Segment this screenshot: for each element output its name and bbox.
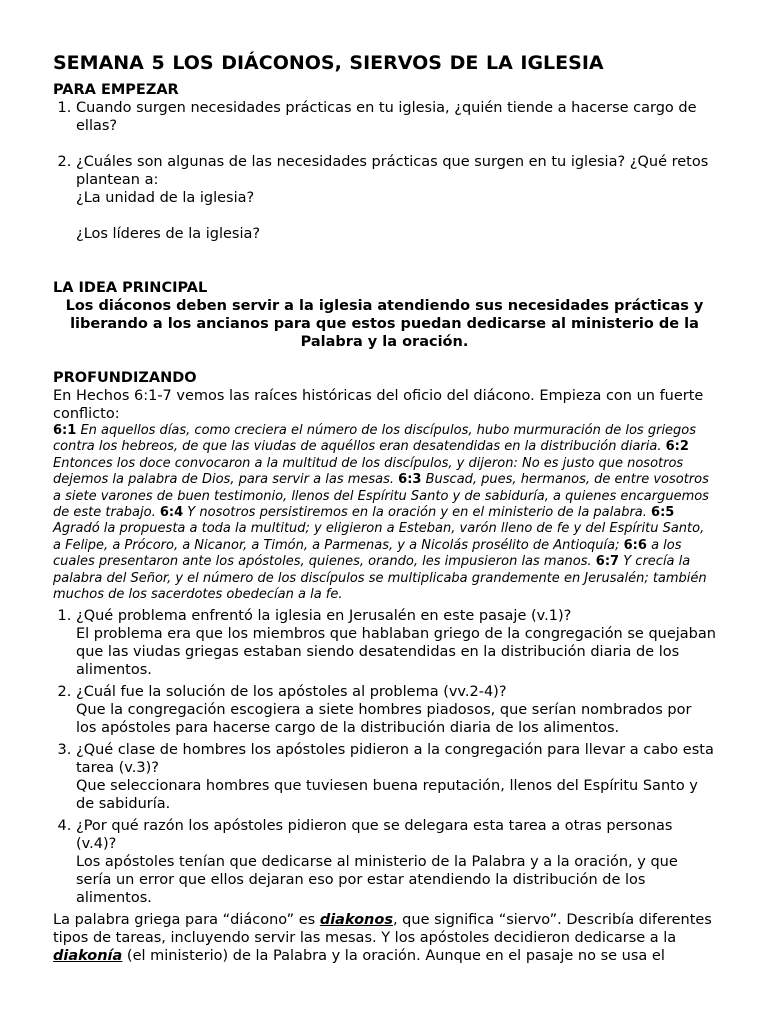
passage-intro: En Hechos 6:1-7 vemos las raíces históricas del oficio del diácono. Empieza con un fuerte conflicto: (53, 388, 704, 422)
main-idea-text: Los diáconos deben servir a la iglesia atendiendo sus necesidades prácticas y liberando a los ancianos para que estos puedan dedicarse al ministerio de la Palabra y la oración. (65, 298, 704, 350)
verse-ref: 6:1 (53, 423, 77, 438)
verse-ref: 6:4 (159, 505, 184, 521)
answer-text: Los apóstoles tenían que dedicarse al ministerio de la Palabra y a la oración, y que sería un error que ellos dejaran eso por estar atendiendo la distribución de los alimentos. (76, 854, 678, 907)
verse-text: Agradó la propuesta a toda la multitud; y eligieron a Esteban, varón lleno de fe y del Espíritu Santo, a Felipe, a Prócoro, a Nicanor, a Timón, a Parmenas, y a Nicolás prosélito de Antioquía; (53, 521, 705, 553)
section-para-empezar (53, 81, 716, 243)
closing-paragraph (53, 911, 716, 965)
section-heading-para-empezar: PARA EMPEZAR (53, 82, 179, 98)
answer-text: Que la congregación escogiera a siete hombres piadosos, que serían nombrados por los apóstoles para hacerse cargo de la distribución diaria de los alimentos. (76, 702, 692, 737)
verse-ref: 6:3 (398, 472, 422, 488)
question-text: 2. ¿Cuál fue la solución de los apóstoles al problema (vv.2-4)? (76, 684, 507, 701)
verse-text: Y crecía la palabra del Señor, y el número de los discípulos se multiplicaba grandemente en Jerusalén; también muchos de los sacerdotes obedecían a la fe. (53, 554, 707, 603)
intro-question-2-sub-2: ¿Los líderes de la iglesia? (76, 226, 261, 242)
page-title: SEMANA 5 LOS DIÁCONOS, SIERVOS DE LA IGLESIA (53, 52, 604, 74)
question-text: 1. ¿Qué problema enfrentó la iglesia en Jerusalén en este pasaje (v.1)? (76, 608, 572, 625)
verse-text: Entonces los doce convocaron a la multitud de los discípulos, y dijeron: No es justo que nosotros dejemos la palabra de Dios, para servir a las mesas. (53, 455, 684, 488)
verse-text: Buscad, pues, hermanos, de entre vosotros a siete varones de buen testimonio, llenos del Espíritu Santo y de sabiduría, a quienes encarguemos de este trabajo. (53, 472, 709, 521)
answer-text: El problema era que los miembros que hablaban griego de la congregación se quejaban que las viudas griegas estaban siendo desatendidas en la distribución diaria de los alimentos. (76, 626, 716, 679)
study-question-1 (76, 607, 716, 679)
study-question-2 (76, 683, 716, 737)
closing-text-2: , que significa “siervo”. Describía diferentes tipos de tareas, incluyendo servir las mesas. Y los apóstoles decidieron dedicarse a la (53, 912, 712, 947)
intro-question-list (53, 99, 716, 243)
study-question-3 (76, 741, 716, 813)
scripture-passage (53, 423, 716, 603)
verse-text: a los cuales presentaron ante los apóstoles, quienes, orando, les impusieron las manos. (53, 537, 682, 570)
greek-term-diakonos: diakonos (319, 912, 393, 929)
spacer (76, 207, 716, 225)
verse-ref: 6:6 (623, 537, 647, 553)
intro-question-2-sub-1: ¿La unidad de la iglesia? (76, 190, 255, 206)
intro-question-2-text: ¿Cuáles son algunas de las necesidades prácticas que surgen en tu iglesia? ¿Qué retos plantean a: (76, 154, 709, 188)
study-question-4 (76, 817, 716, 907)
study-question-list (53, 607, 716, 907)
section-heading-idea-principal: LA IDEA PRINCIPAL (53, 280, 208, 296)
closing-text-3: (el ministerio) de la Palabra y la oración. Aunque en el pasaje no se usa el (122, 948, 665, 965)
verse-ref: 6:5 (651, 505, 675, 521)
section-profundizando (53, 369, 716, 965)
closing-text-1: La palabra griega para “diácono” es (53, 912, 320, 929)
section-heading-profundizando: PROFUNDIZANDO (53, 370, 197, 386)
verse-ref: 6:7 (595, 554, 620, 570)
verse-text: En aquellos días, como creciera el número de los discípulos, hubo murmuración de los griegos contra los hebreos, de que las viudas de aquéllos eran desatendidas en la distribución diaria. (53, 423, 697, 455)
verse-text: Y nosotros persistiremos en la oración y en el ministerio de la palabra. (187, 505, 647, 521)
question-text: 3. ¿Qué clase de hombres los apóstoles pidieron a la congregación para llevar a cabo esta tarea (v.3)? (76, 742, 714, 777)
intro-question-1: 1. Cuando surgen necesidades prácticas en tu iglesia, ¿quién tiende a hacerse cargo de ellas? (76, 99, 716, 135)
greek-term-diakonia: diakonía (53, 948, 123, 965)
verse-ref: 6:2 (665, 439, 689, 455)
question-text: 4. ¿Por qué razón los apóstoles pidieron que se delegara esta tarea a otras personas (v.4)? (76, 818, 673, 853)
answer-text: Que seleccionara hombres que tuviesen buena reputación, llenos del Espíritu Santo y de sabiduría. (76, 778, 698, 813)
section-idea-principal (53, 279, 716, 351)
intro-question-2 (76, 153, 716, 243)
